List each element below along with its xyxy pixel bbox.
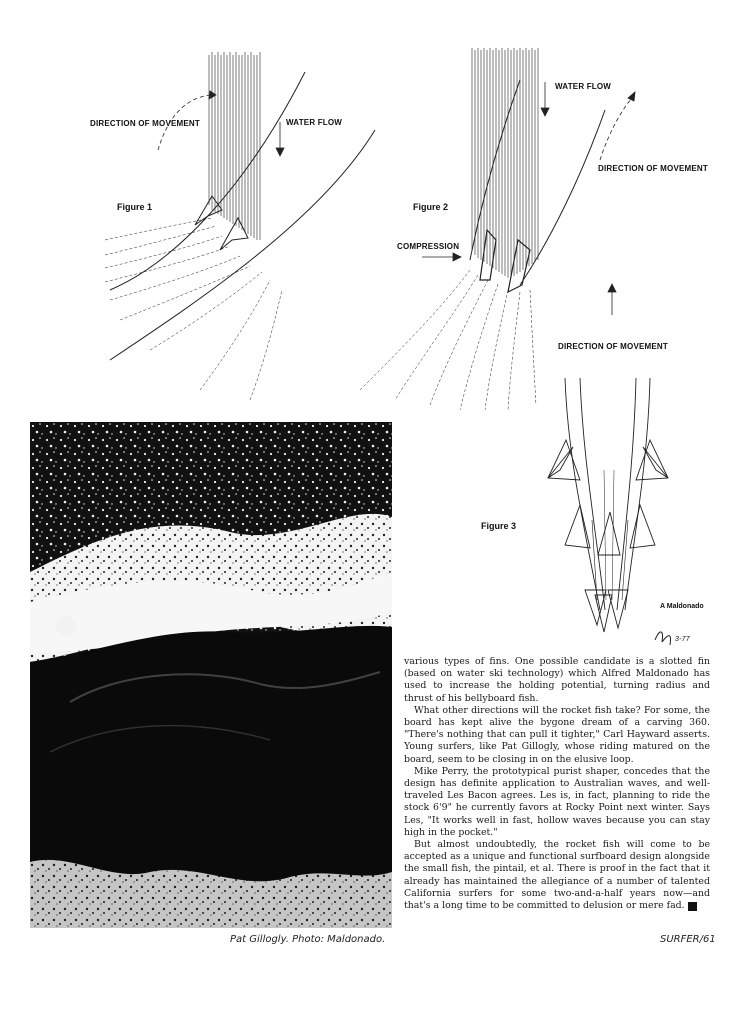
figure1-direction-label: DIRECTION OF MOVEMENT — [90, 119, 200, 128]
article-paragraph — [404, 839, 710, 912]
page-folio: SURFER/61 — [660, 934, 716, 945]
surfer-end-mark: S — [688, 902, 697, 911]
signature-mark — [655, 632, 671, 645]
figure1-title: Figure 1 — [117, 202, 153, 212]
figure2-direction-label: DIRECTION OF MOVEMENT — [598, 164, 708, 173]
figure3-title: Figure 3 — [481, 521, 517, 531]
article-paragraph: various types of fins. One possible candidate is a slotted fin (based on water ski technology) which Alfred Maldonado has used to increase the holding potential, turning radius and thrust of his bellyboard fish. — [404, 656, 710, 704]
compression-label: COMPRESSION — [397, 242, 460, 251]
figure2-title: Figure 2 — [413, 202, 449, 212]
surf-photo — [30, 422, 392, 928]
article-body — [404, 656, 710, 912]
figure3-direction-label: DIRECTION OF MOVEMENT — [558, 342, 668, 351]
article-paragraph: What other directions will the rocket fish take? For some, the board has kept alive the bygone dream of a carving 360. "There's nothing that can pull it tighter," Carl Hayward asserts. Young surfers, like Pat Gillogly, whose riding matured on the board, seem to be closing in on the elusive loop. — [404, 704, 710, 765]
figure1-flow-label: WATER FLOW — [286, 118, 343, 127]
article-paragraph-text: But almost undoubtedly, the rocket fish will come to be accepted as a unique and functional surfboard design alongside the small fish, the pintail, et al. There is proof in the fact that it already has maintained the allegiance of a number of talented California surfers for some two-and-a-half years now—and that's a long time to be committed to delusion or mere fad. — [404, 839, 710, 912]
illustrator-credit: A Maldonado — [660, 603, 704, 610]
photo-caption: Pat Gillogly. Photo: Maldonado. — [230, 934, 386, 945]
surf-photo-art — [30, 422, 392, 928]
figure2-flow-label: WATER FLOW — [555, 82, 612, 91]
article-paragraph: Mike Perry, the prototypical purist shaper, concedes that the design has definite application to Australian waves, and well-traveled Les Bacon agrees. Les is, in fact, planning to ride the stock 6'9" he currently favors at Rocky Point next winter. Says Les, "It works well in fast, hollow waves because you can stay high in the pocket." — [404, 765, 710, 838]
signature-date: 3-77 — [675, 636, 690, 643]
